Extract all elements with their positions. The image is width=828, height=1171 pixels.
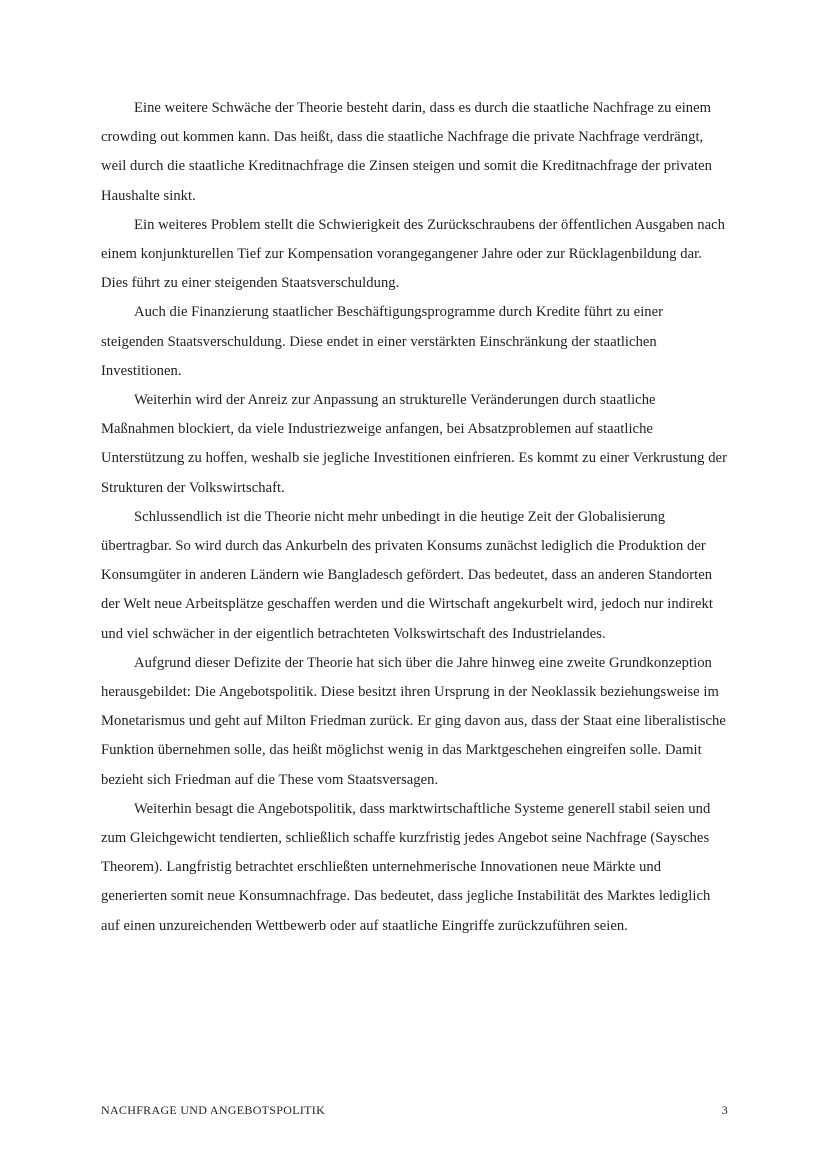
paragraph-supply-policy-origin: Aufgrund dieser Defizite der Theorie hat sich über die Jahre hinweg eine zweite Grundkonzeption herausgebildet: Die Angebotspolitik. Diese besitzt ihren Ursprung in der Neoklassik beziehungsweise im Monetarismus und geht auf Milton Friedman zurück. Er ging davon aus, dass der Staat eine liberalistische Funktion übernehmen solle, das heißt möglichst wenig in das Marktgeschehen eingreifen solle. Damit bezieht sich Friedman auf die These vom Staatsversagen. (101, 654, 726, 788)
footer-title: NACHFRAGE UND ANGEBOTSPOLITIK (101, 1103, 326, 1117)
paragraph-supply-policy-stability: Weiterhin besagt die Angebotspolitik, dass marktwirtschaftliche Systeme generell stabil seien und zum Gleichgewicht tendierten, schließlich schaffe kurzfristig jedes Angebot seine Nachfrage (Saysches Theorem). Langfristig betrachtet erschließten unternehmerische Innovationen neue Märkte und generierten somit neue Konsumnachfrage. Das bedeutet, dass jegliche Instabilität des Marktes lediglich auf einen unzureichenden Wettbewerb oder auf staatliche Eingriffe zurückzuführen seien. (101, 800, 711, 934)
page-number: 3 (721, 1103, 728, 1117)
paragraph-employment-programs: Auch die Finanzierung staatlicher Beschäftigungsprogramme durch Kredite führt zu einer steigenden Staatsverschuldung. Diese endet in einer verstärkten Einschränkung der staatlichen Investitionen. (101, 304, 664, 379)
paragraph-globalisation: Schlussendlich ist die Theorie nicht mehr unbedingt in die heutige Zeit der Globalisierung übertragbar. So wird durch das Ankurbeln des privaten Konsums zunächst lediglich die Produktion der Konsumgüter in anderen Ländern wie Bangladesch gefördert. Das bedeutet, dass an anderen Standorten der Welt neue Arbeitsplätze geschaffen werden und die Wirtschaft angekurbelt wird, jedoch nur indirekt und viel schwächer in der eigentlich betrachteten Volkswirtschaft des Industrielandes. (101, 508, 714, 642)
body-text (101, 94, 728, 941)
paragraph-structural-change: Weiterhin wird der Anreiz zur Anpassung an strukturelle Veränderungen durch staatliche Maßnahmen blockiert, da viele Industriezweige anfangen, bei Absatzproblemen auf staatliche Unterstützung zu hoffen, weshalb sie jegliche Investitionen einfrieren. Es kommt zu einer Verkrustung der Strukturen der Volkswirtschaft. (101, 392, 727, 496)
paragraph-crowding-out: Eine weitere Schwäche der Theorie besteht darin, dass es durch die staatliche Nachfrage zu einem crowding out kommen kann. Das heißt, dass die staatliche Nachfrage die private Nachfrage verdrängt, weil durch die staatliche Kreditnachfrage die Zinsen steigen und somit die Kreditnachfrage der privaten Haushalte sinkt. (101, 100, 712, 204)
paragraph-public-spending: Ein weiteres Problem stellt die Schwierigkeit des Zurückschraubens der öffentlichen Ausgaben nach einem konjunkturellen Tief zur Kompensation vorangegangener Jahre oder zur Rücklagenbildung dar. Dies führt zu einer steigenden Staatsverschuldung. (101, 216, 725, 292)
page-footer (101, 1100, 728, 1120)
